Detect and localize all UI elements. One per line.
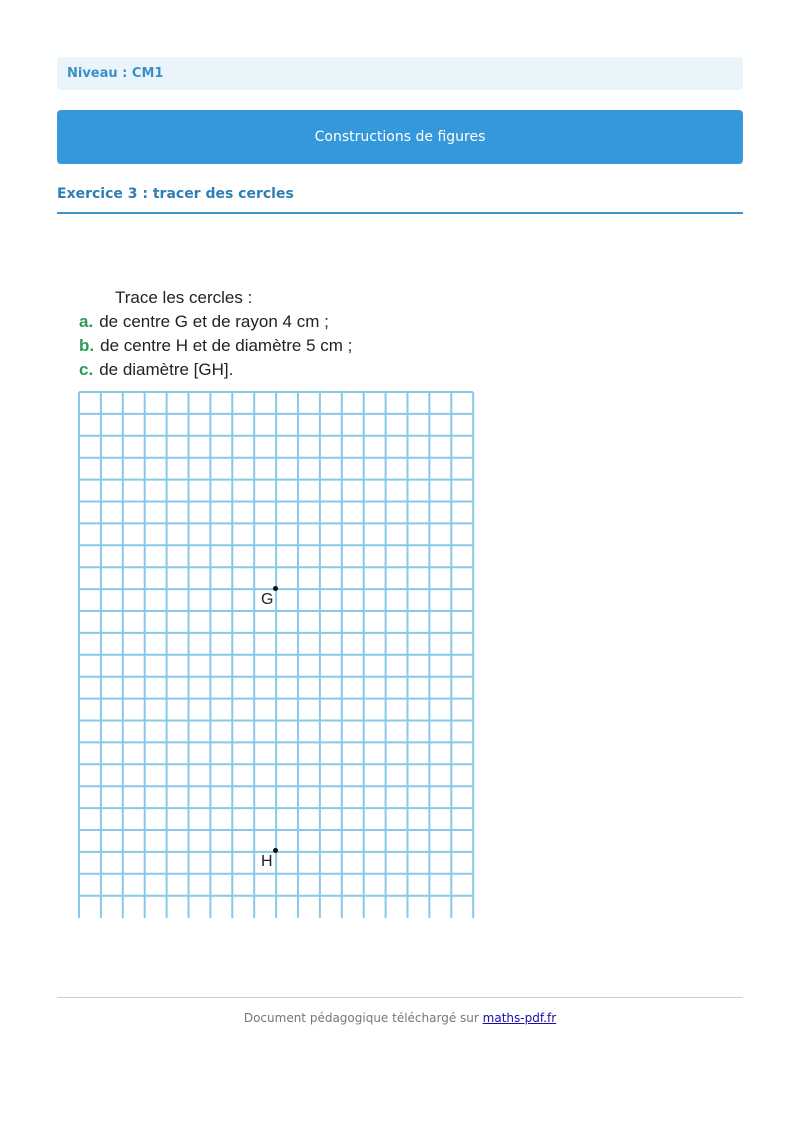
instruction-text: de centre H et de diamètre 5 cm ; <box>100 336 353 355</box>
instruction-letter: c. <box>79 360 94 379</box>
point-g-dot <box>273 586 278 591</box>
level-label: Niveau : CM1 <box>57 57 743 90</box>
point-g-label: G <box>261 591 274 608</box>
footer <box>0 1011 800 1025</box>
point-h-label: H <box>261 853 273 870</box>
instruction-text: de centre G et de rayon 4 cm ; <box>99 312 329 331</box>
instructions-intro: Trace les cercles : <box>115 288 253 307</box>
footer-text: Document pédagogique téléchargé sur <box>243 1011 479 1025</box>
footer-link[interactable]: maths-pdf.fr <box>482 1011 557 1025</box>
page-title-banner: Constructions de figures <box>57 110 743 164</box>
exercise-title: Exercice 3 : tracer des cercles <box>57 186 294 202</box>
instruction-letter: b. <box>79 336 95 355</box>
grid-lines <box>79 392 473 918</box>
footer-divider <box>57 997 743 998</box>
instruction-letter: a. <box>79 312 94 331</box>
point-h-dot <box>273 848 278 853</box>
instruction-text: de diamètre [GH]. <box>99 360 234 379</box>
